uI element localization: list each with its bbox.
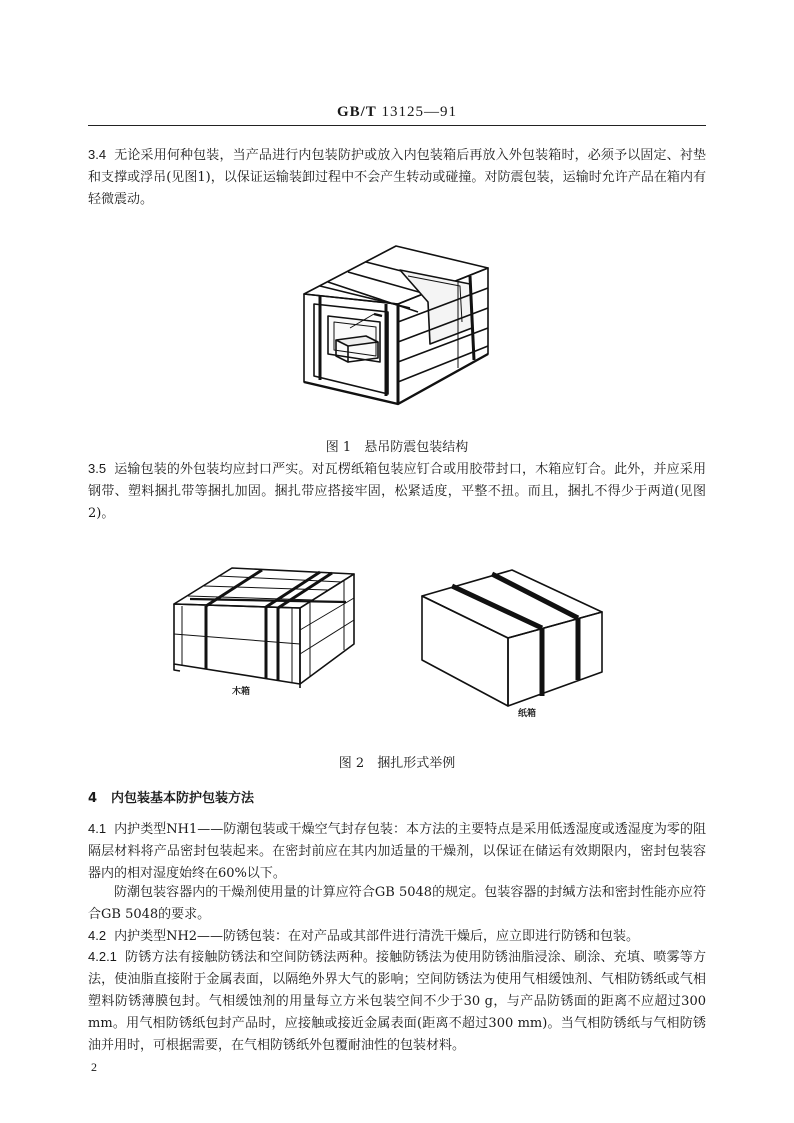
figure-2-carton-illustration (412, 566, 608, 710)
section-4-1-para-2: 防潮包装容器内的干燥剂使用量的计算应符合GB 5048的规定。包装容器的封缄方法和密封性能亦应符合GB 5048的要求。 (88, 885, 706, 922)
section-text: 无论采用何种包装，当产品进行内包装防护或放入内包装箱后再放入外包装箱时，必须予以固定、衬垫和支撑或浮吊(见图1)，以保证运输装卸过程中不会产生转动或碰撞。对防震包装，运输时允许产品在箱内有轻微震动。 (88, 148, 706, 207)
section-number: 4 (88, 791, 98, 806)
section-text: 内护类型NH2——防锈包装：在对产品或其部件进行清洗干燥后，应立即进行防锈和包装。 (114, 929, 640, 944)
header-rule (88, 125, 706, 126)
wood-crate-label: 木箱 (232, 687, 251, 697)
figure-1-caption: 图 1 悬吊防震包装结构 (325, 440, 469, 455)
carton-label: 纸箱 (518, 709, 537, 719)
section-title: 内包装基本防护包装方法 (111, 791, 255, 806)
section-4-heading (88, 787, 254, 806)
figure-1-crate-illustration (290, 232, 502, 412)
section-text: 防锈方法有接触防锈法和空间防锈法两种。接触防锈法为使用防锈油脂浸涂、刷涂、充填、喷雾等方法，使油脂直接附于金属表面，以隔绝外界大气的影响；空间防锈法为使用气相缓蚀剂、气相防锈纸或气相塑料防锈薄膜包封。气相缓蚀剂的用量每立方米包装空间不少于30 g，与产品防锈面的距离不应超过300 mm。用气相防锈纸包封产品时，应接触或接近金属表面(距离不超过300 mm)。当气相防锈纸与气相防锈油并用时，可根据需要，在气相防锈纸外包覆耐油性的包装材料。 (88, 950, 706, 1053)
page-header (0, 104, 794, 121)
figure-2-wood-crate-illustration (170, 544, 370, 690)
section-3-5 (88, 458, 706, 525)
section-text: 运输包装的外包装均应封口严实。对瓦楞纸箱包装应钉合或用胶带封口，木箱应钉合。此外，并应采用钢带、塑料捆扎带等捆扎加固。捆扎带应搭接牢固，松紧适度，平整不扭。而且，捆扎不得少于两道(见图2)。 (88, 462, 706, 521)
section-4-2 (88, 925, 706, 948)
figure-2-caption: 图 2 捆扎形式举例 (338, 756, 456, 771)
section-number: 3.5 (88, 461, 107, 476)
standard-number: 13125—91 (381, 104, 458, 120)
section-4-2-1 (88, 946, 706, 1057)
section-number: 3.4 (88, 147, 107, 162)
section-text: 内护类型NH1——防潮包装或干燥空气封存包装：本方法的主要特点是采用低透湿度或透湿度为零的阻隔层材料将产品密封包装起来。在密封前应在其内加适量的干燥剂，以保证在储运有效期限内，密封包装容器内的相对湿度始终在60%以下。 (88, 822, 706, 881)
section-number: 4.2.1 (88, 949, 117, 964)
page-number: 2 (91, 1060, 97, 1074)
section-4-1 (88, 818, 706, 885)
section-number: 4.2 (88, 928, 107, 943)
section-3-4 (88, 144, 706, 211)
standard-prefix: GB/T (336, 104, 377, 120)
section-number: 4.1 (88, 821, 107, 836)
